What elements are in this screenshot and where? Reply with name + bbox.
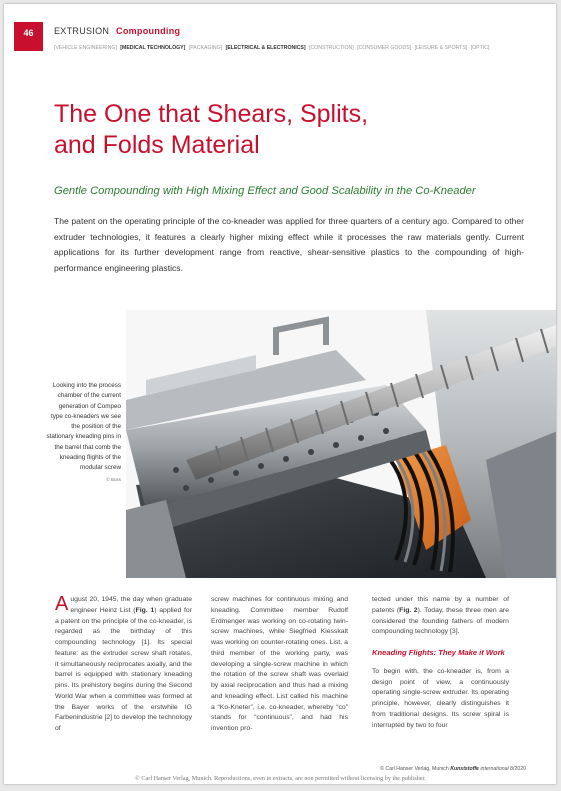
article-subtitle: Gentle Compounding with High Mixing Effect and Good Scalability in the Co-Kneader [54, 185, 476, 197]
category-item: [LEISURE & SPORTS] [414, 45, 468, 51]
col1-text-b: ) applied for a patent on the principle of the co-kneader, is regarded as the birthday of this compounding technology [1]. Its special feature: as the extruder screw shaft rotates, it simultaneously reciprocates axially, and the barrel is equipped with stationary kneading pins. Its prehistory begins during the Second World War when a committee was formed at the Bayer works of the erstwhile IG Farbenindustrie [2] to develop the technology of [55, 606, 192, 732]
title-line-1: The One that Shears, Splits, [54, 100, 369, 128]
section-header [54, 26, 180, 36]
section-sub: Compounding [116, 26, 181, 36]
photo-credit: © Buss [106, 476, 121, 482]
photo-caption [46, 381, 121, 485]
page-number: 46 [14, 22, 43, 51]
copyright-notice: © Carl Hanser Verlag, Munich. Reproductions, even in extracts, are non permitted without licensing by the publisher. [135, 775, 426, 782]
section-main: EXTRUSION [54, 26, 110, 36]
col3-text-c: To begin with, the co-kneader is, from a design point of view, a continuously operating single-screw extruder. Its operating principle, however, clearly distinguishes it from traditional designs. Its screw spiral is interrupted by two to four [372, 667, 509, 729]
category-item: [PACKAGING] [188, 45, 223, 51]
category-item: [ELECTRICAL & ELECTRONICS] [225, 45, 306, 51]
col3-text-a: tected under this name by a number of patents ( [372, 596, 509, 614]
fig-2-ref: Fig. 2 [399, 606, 418, 614]
category-item: [MEDICAL TECHNOLOGY] [120, 45, 186, 51]
drop-cap: A [55, 593, 69, 615]
category-item: [OPTIC] [470, 45, 490, 51]
category-item: [CONSUMER GOODS] [357, 45, 412, 51]
category-item: [CONSTRUCTION] [309, 45, 354, 51]
category-item: [VEHICLE ENGINEERING] [54, 45, 117, 51]
body-column-3 [372, 595, 509, 731]
intro-paragraph: The patent on the operating principle of the co-kneader was applied for three quarters of a century ago. Compared to other extruder technologies, it features a clearly higher mixing effect while it processes the raw materials gently. Current applications for its further development range from reactive, shear-sensitive plastics to the compounding of high-performance engineering plastics. [54, 216, 524, 273]
col2-text: screw machines for continuous mixing and kneading. Committee member Rudolf Erdmenger was working on co-rotating twin-screw machines, while Siegfried Kiesskalt was working on counter-rotating ones. List, a third member of the working party, was developing a single-screw machine in which the rotation of the screw shaft was overlaid by axial reciprocation and thus had a mixing and kneading effect. List called his machine a “Ko-Kneter”, i.e. co-kneader, whereby “co” stands for “continuous”, and had his invention pro- [211, 596, 348, 732]
body-column-1 [55, 595, 192, 735]
col3-text-b: ). Today, these three men are considered the founding fathers of modern compounding technology [3]. [372, 606, 509, 636]
magazine-page [4, 4, 556, 784]
article-title [54, 99, 474, 161]
footer-issue: 8/2020 [510, 766, 526, 772]
footer-publisher: © Carl Hanser Verlag, Munich [380, 766, 449, 772]
col1-text-a: ugust 20, 1945, the day when graduate engineer Heinz List ( [70, 596, 192, 614]
section-heading: Kneading Flights: They Make it Work [372, 648, 505, 657]
category-bar [54, 45, 491, 51]
caption-text: Looking into the process chamber of the current generation of Compeo type co-kneaders we see the position of the stationary kneading pins in the barrel that comb the kneading flights of the modular screw [46, 382, 121, 472]
footer-magazine-rest: international [480, 766, 509, 772]
footer-magazine: Kunststoffe [450, 766, 479, 772]
fig-1-ref: Fig. 1 [135, 606, 155, 614]
body-column-2 [211, 595, 348, 735]
page-footer [304, 766, 526, 772]
title-line-2: and Folds Material [54, 131, 260, 159]
co-kneader-photo [126, 310, 556, 578]
